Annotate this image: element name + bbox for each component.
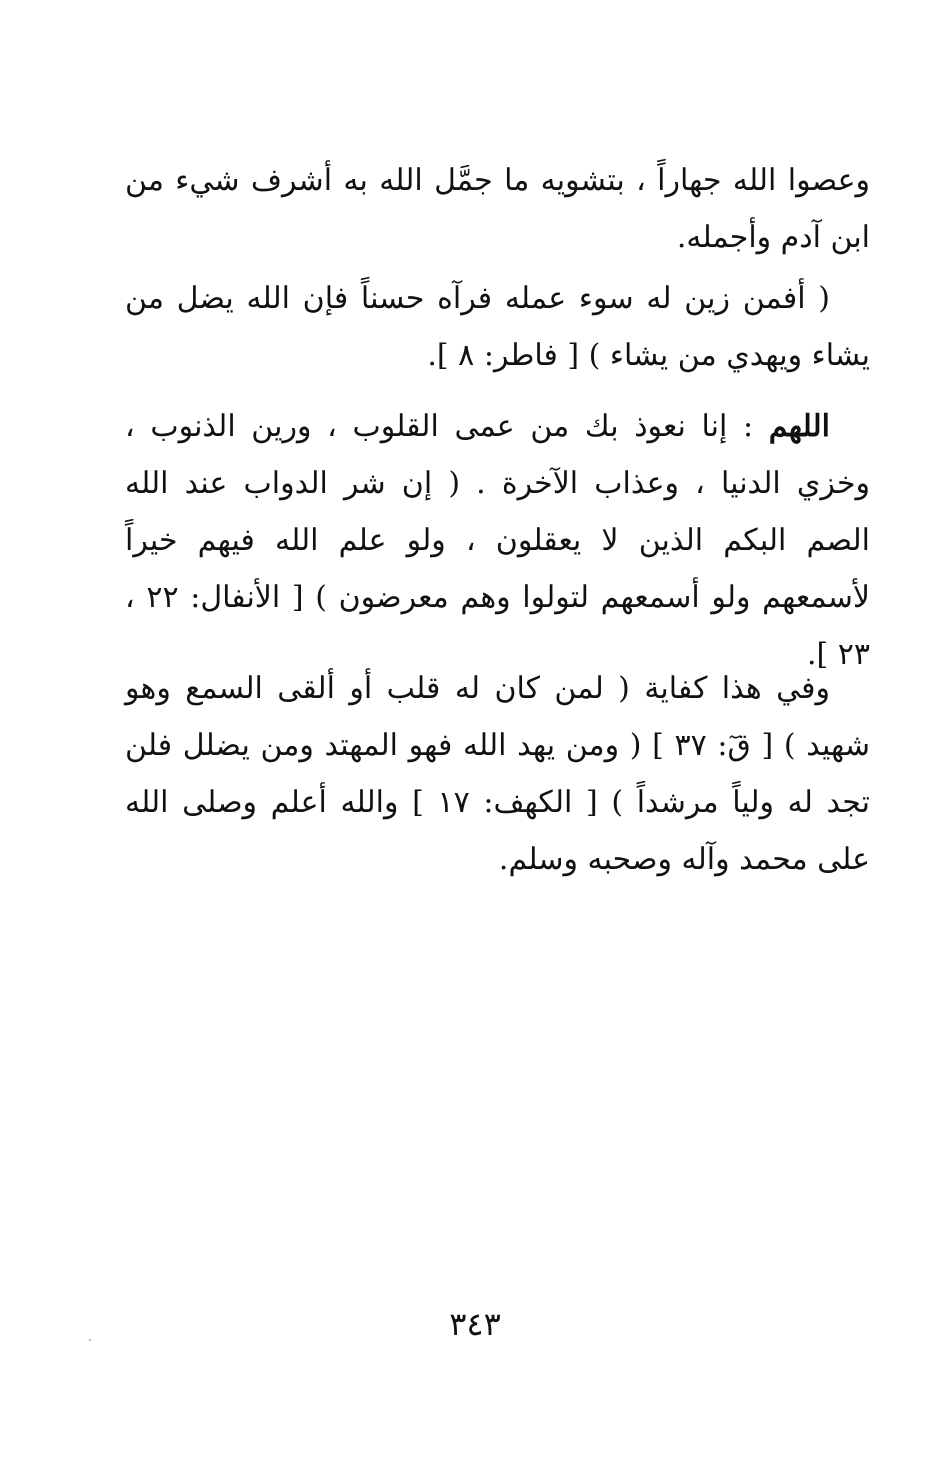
- paragraph-3-text: [125, 398, 870, 683]
- paragraph-3: [125, 398, 870, 683]
- paragraph-1: [125, 152, 870, 266]
- paragraph-2-text: ( أفمن زين له سوء عمله فرآه حسناً فإن الله يضل من يشاء ويهدي من يشاء ) [ فاطر: ٨ ].: [125, 281, 870, 373]
- paragraph-3-body: : إنا نعوذ بك من عمى القلوب ، ورين الذنوب ، وخزي الدنيا ، وعذاب الآخرة . ( إن شر الدواب عند الله الصم البكم الذين لا يعقلون ، ولو علم الله فيهم خيراً لأسمعهم ولو أسمعهم لتولوا وهم معرضون ) [ الأنفال: ٢٢ ، ٢٣ ].: [125, 409, 870, 672]
- paragraph-4: [125, 660, 870, 888]
- scan-speck: [89, 1339, 91, 1341]
- paragraph-1-text: وعصوا الله جهاراً ، بتشويه ما جمَّل الله به أشرف شيء من ابن آدم وأجمله.: [125, 163, 870, 255]
- paragraph-4-text: وفي هذا كفاية ( لمن كان له قلب أو ألقى السمع وهو شهيد ) [ قٓ: ٣٧ ] ( ومن يهد الله فهو المهتد ومن يضلل فلن تجد له ولياً مرشداً ) [ الكهف: ١٧ ] والله أعلم وصلى الله على محمد وآله وصحبه وسلم.: [125, 671, 871, 877]
- paragraph-3-lead: اللهم: [768, 409, 830, 444]
- page-number: ٣٤٣: [449, 1305, 501, 1343]
- paragraph-2: [125, 270, 870, 384]
